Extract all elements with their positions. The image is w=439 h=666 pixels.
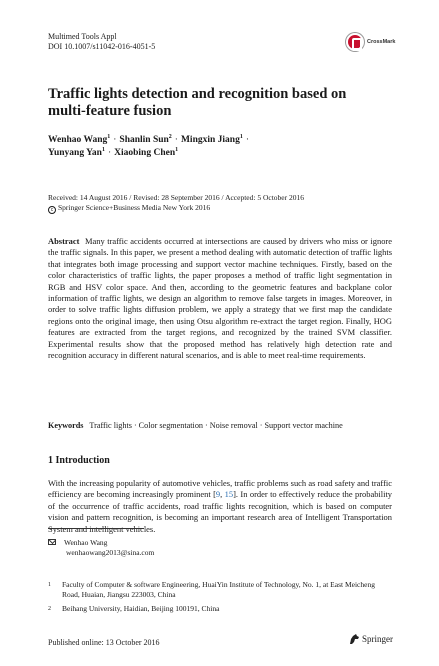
- intro-text: ,: [220, 489, 225, 500]
- abstract-label: Abstract: [48, 236, 80, 246]
- copyright-text: Springer Science+Business Media New York 2016: [58, 203, 211, 212]
- keyword-separator: ·: [205, 421, 208, 430]
- keyword-separator: ·: [259, 421, 263, 430]
- corresponding-name: Wenhao Wang: [64, 538, 108, 547]
- footnote-divider: [48, 528, 144, 529]
- published-online: Published online: 13 October 2016: [48, 638, 160, 647]
- author-affiliation-mark: 1: [107, 133, 111, 140]
- abstract: [48, 236, 392, 361]
- intro-text: ]. In order to effectively reduce the probability of the occurrence of traffic accidents, road traffic lights recognition, which is based on computer vision and pattern recognition, is becoming an important research area of Intelligent Transportation System and intelligent vehicles.: [48, 489, 393, 534]
- springer-logo[interactable]: [348, 633, 393, 645]
- journal-doi[interactable]: DOI 10.1007/s11042-016-4051-5: [48, 42, 156, 51]
- citation-link[interactable]: 9: [215, 489, 221, 500]
- author-affiliation-mark: 2: [168, 133, 172, 140]
- abstract-text: Many traffic accidents occurred at intersections are caused by drivers who miss or ignore the traffic signals. In this paper, we present a method dealing with automatic detection of traffic lights that integrates both image processing and support vector machine techniques. Firstly, based on the color characteristics of traffic lights, the paper proposes a method of traffic light segmentation in RGB and HSV color space. And then, according to the geometric features and backplane color information of traffic lights, we design an algorithm to remove false targets in images. Moreover, in order to solve traffic lights diffusion problem, we apply a strategy that we first map the candidate regions onto the original image, then using Otsu algorithm re-extract the target region. Finally, HOG features are extracted from the target regions, and recognized by the trained SVM classifier. Experimental results show that the proposed method has relatively high detection rate and recognition accuracy in different natural scenarios, and is able to meet real-time requirements.: [48, 236, 392, 361]
- keyword: Noise removal: [209, 421, 258, 430]
- affiliation-text: Faculty of Computer & software Engineering, HuaiYin Institute of Technology, No. 1, at East Meicheng Road, Huaian, Jiangsu 223003, China: [62, 580, 375, 599]
- crossmark-badge[interactable]: [346, 30, 398, 54]
- copyright-icon: c: [48, 206, 56, 214]
- author-name[interactable]: Mingxin Jiang: [180, 135, 240, 145]
- introduction-paragraph: [48, 478, 392, 535]
- author-affiliation-mark: 1: [101, 146, 105, 153]
- affiliation-text: Beihang University, Haidian, Beijing 100191, China: [62, 604, 220, 613]
- keywords: [48, 420, 392, 431]
- intro-text: With the increasing popularity of automotive vehicles, traffic problems such as road safety and traffic efficiency are becoming increasingly prominent [: [48, 478, 392, 500]
- springer-label: Springer: [362, 634, 393, 644]
- publication-dates: [48, 193, 398, 214]
- keyword: Traffic lights: [89, 421, 132, 430]
- journal-header: [48, 32, 155, 52]
- springer-horse-icon: [348, 633, 360, 645]
- author-list: [48, 134, 388, 160]
- affiliation-2: [48, 604, 392, 614]
- keyword: Support vector machine: [264, 421, 343, 430]
- author-separator: ·: [174, 135, 178, 145]
- author-name[interactable]: Wenhao Wang: [48, 135, 108, 145]
- envelope-icon: [48, 539, 56, 545]
- author-name[interactable]: Shanlin Sun: [119, 135, 169, 145]
- keywords-label: Keywords: [48, 421, 84, 430]
- crossmark-icon: [346, 33, 364, 51]
- section-heading: 1 Introduction: [48, 455, 110, 466]
- copyright-line: [48, 203, 398, 214]
- author-separator: ·: [245, 135, 250, 145]
- author-affiliation-mark: 1: [175, 146, 179, 153]
- history-line: Received: 14 August 2016 / Revised: 28 September 2016 / Accepted: 5 October 2016: [48, 193, 304, 202]
- affiliation-1: [48, 580, 392, 600]
- corresponding-email[interactable]: wenhaowang2013@sina.com: [66, 548, 155, 557]
- author-separator: ·: [113, 135, 117, 145]
- keyword: Color segmentation: [138, 421, 204, 430]
- citation-link[interactable]: 15: [224, 489, 234, 500]
- author-separator: ·: [107, 148, 112, 158]
- author-affiliation-mark: 1: [239, 133, 243, 140]
- author-name[interactable]: Yunyang Yan: [48, 148, 102, 158]
- keyword-separator: ·: [133, 421, 137, 430]
- journal-name: Multimed Tools Appl: [48, 32, 117, 41]
- article-title: Traffic lights detection and recognition based on multi-feature fusion: [48, 86, 347, 119]
- affiliation-number: 2: [48, 606, 51, 612]
- crossmark-label: CrossMark: [367, 39, 396, 45]
- corresponding-author: [48, 538, 154, 558]
- author-name[interactable]: Xiaobing Chen: [114, 148, 176, 158]
- affiliation-number: 1: [48, 582, 51, 588]
